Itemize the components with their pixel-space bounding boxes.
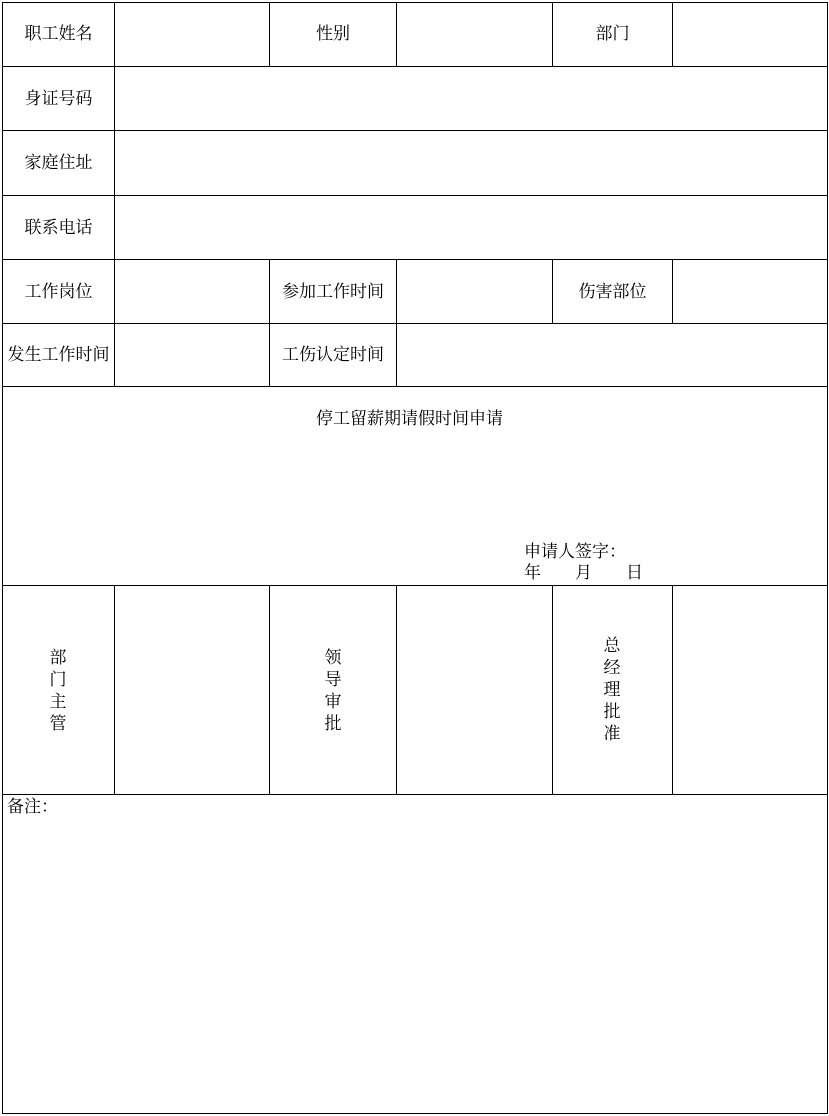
leader-approval-label: 领 导 审 批 [324,648,342,734]
date-line: 年 月 日 [524,563,643,583]
job-position-label: 工作岗位 [24,282,93,302]
column-divider [269,585,270,795]
injury-certify-time-label: 工伤认定时间 [282,345,384,365]
home-address-label: 家庭住址 [24,153,93,173]
leave-application-title: 停工留薪期请假时间申请 [316,409,503,429]
row-divider [2,585,828,586]
column-divider [396,2,397,67]
row-divider [2,130,828,131]
row-divider [2,259,828,260]
column-divider [396,259,397,324]
injury-part-label: 伤害部位 [578,282,647,302]
applicant-signature-label: 申请人签字： [524,542,626,562]
column-divider [114,2,115,387]
department-label: 部门 [595,24,630,44]
general-manager-approval-label: 总 经 理 批 准 [603,636,621,744]
table-border-top [2,2,828,3]
row-divider [2,323,828,324]
column-divider [114,585,115,795]
row-divider [2,794,828,795]
table-border-right [827,2,828,1114]
column-divider [396,323,397,387]
join-work-time-label: 参加工作时间 [282,282,384,302]
table-border-bottom [2,1113,828,1114]
dept-head-label: 部 门 主 管 [49,648,67,734]
row-divider [2,386,828,387]
phone-label: 联系电话 [24,218,93,238]
row-divider [2,66,828,67]
column-divider [396,585,397,795]
row-divider [2,195,828,196]
remarks-label: 备注： [7,797,58,817]
column-divider [672,259,673,324]
employee-name-label: 职工姓名 [24,24,93,44]
gender-label: 性别 [316,24,350,44]
column-divider [672,585,673,795]
occurrence-time-label: 发生工作时间 [7,345,110,365]
column-divider [672,2,673,67]
column-divider [552,585,553,795]
id-number-label: 身证号码 [24,89,93,109]
